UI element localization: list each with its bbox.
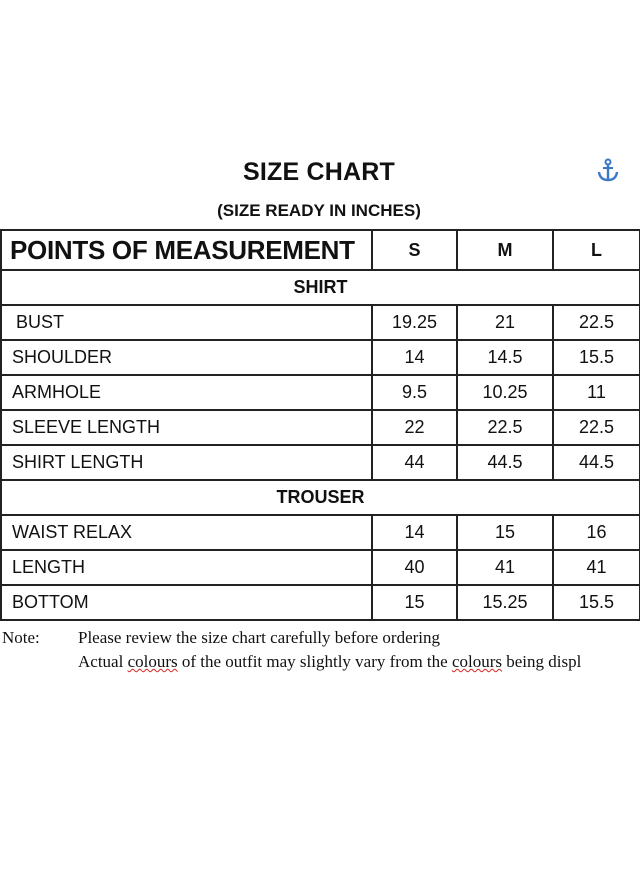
anchor-icon (595, 158, 621, 184)
table-row (1, 445, 640, 480)
row-label: BUST (1, 305, 372, 340)
cell-l: 22.5 (553, 305, 640, 340)
row-label: SHIRT LENGTH (1, 445, 372, 480)
header-size-m: M (457, 230, 553, 270)
note-text: of the outfit may slightly vary from the (177, 652, 452, 671)
cell-l: 22.5 (553, 410, 640, 445)
cell-s: 14 (372, 340, 457, 375)
row-label: WAIST RELAX (1, 515, 372, 550)
page-title: SIZE CHART (243, 158, 395, 186)
cell-l: 44.5 (553, 445, 640, 480)
cell-l: 15.5 (553, 340, 640, 375)
cell-m: 15.25 (457, 585, 553, 620)
note-text: Actual (78, 652, 128, 671)
cell-m: 14.5 (457, 340, 553, 375)
row-label: SLEEVE LENGTH (1, 410, 372, 445)
table-row (1, 515, 640, 550)
cell-m: 10.25 (457, 375, 553, 410)
table-row (1, 410, 640, 445)
note-line-1: Please review the size chart carefully before ordering (78, 628, 441, 647)
table-row (1, 550, 640, 585)
cell-s: 9.5 (372, 375, 457, 410)
cell-m: 22.5 (457, 410, 553, 445)
cell-m: 41 (457, 550, 553, 585)
table-row (1, 585, 640, 620)
section-title: TROUSER (1, 480, 640, 515)
section-row-trouser (1, 480, 640, 515)
cell-s: 15 (372, 585, 457, 620)
cell-s: 40 (372, 550, 457, 585)
cell-l: 15.5 (553, 585, 640, 620)
cell-l: 16 (553, 515, 640, 550)
cell-m: 21 (457, 305, 553, 340)
section-row-shirt (1, 270, 640, 305)
row-label: LENGTH (1, 550, 372, 585)
table-row (1, 305, 640, 340)
cell-s: 22 (372, 410, 457, 445)
note-text: being displ (501, 652, 582, 671)
section-title: SHIRT (1, 270, 640, 305)
cell-m: 15 (457, 515, 553, 550)
cell-s: 44 (372, 445, 457, 480)
misspelled-word: colours (127, 652, 178, 671)
row-label: BOTTOM (1, 585, 372, 620)
row-label: ARMHOLE (1, 375, 372, 410)
cell-m: 44.5 (457, 445, 553, 480)
note-line-2 (78, 650, 581, 674)
size-chart-table (0, 229, 640, 621)
row-label: SHOULDER (1, 340, 372, 375)
table-row (1, 375, 640, 410)
header-label: POINTS OF MEASUREMENT (1, 230, 372, 270)
cell-s: 19.25 (372, 305, 457, 340)
page-subtitle: (SIZE READY IN INCHES) (217, 201, 421, 220)
cell-l: 41 (553, 550, 640, 585)
cell-l: 11 (553, 375, 640, 410)
header-size-s: S (372, 230, 457, 270)
note-label: Note: (2, 628, 40, 647)
header-size-l: L (553, 230, 640, 270)
table-row (1, 340, 640, 375)
misspelled-word: colours (451, 652, 502, 671)
table-header-row (1, 230, 640, 270)
cell-s: 14 (372, 515, 457, 550)
